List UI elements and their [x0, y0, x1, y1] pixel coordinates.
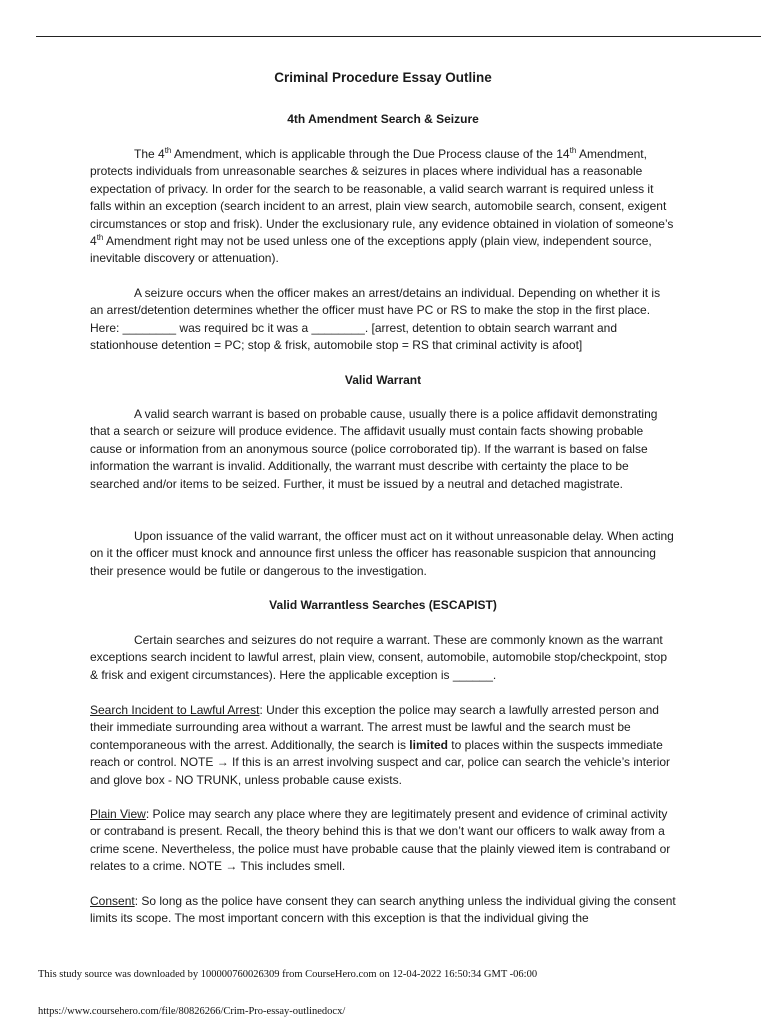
- section-heading-warrantless-searches: Valid Warrantless Searches (ESCAPIST): [269, 598, 497, 612]
- paragraph-warrant-exceptions: Certain searches and seizures do not require a warrant. These are commonly known as the warrant exceptions search incident to lawful arrest, plain view, consent, automobile, automobile stop/checkpoint, stop & frisk and exigent circumstances). Here the applicable exception is ______.: [90, 633, 667, 682]
- paragraph-fourth-amendment: The 4th Amendment, which is applicable through the Due Process clause of the 14th Amendment, protects individuals from unreasonable searches & seizures in places where individual has a reasonable expectation of privacy. In order for the search to be reasonable, a valid search warrant is required unless it falls within an exception (search incident to an arrest, plain view search, automobile search, consent, exigent circumstances or stop and frisk). Under the exclusionary rule, any evidence obtained in violation of someone’s 4th Amendment right may not be used unless one of the exceptions apply (plain view, independent source, inevitable discovery or attenuation).: [90, 146, 674, 266]
- paragraph-search-incident-to-arrest: Search Incident to Lawful Arrest: Under this exception the police may search a lawfully arrested person and their immediate surrounding area without a warrant. The arrest must be lawful and the search must be contemporaneous with the arrest. Additionally, the search is limited to places within the suspects immediate reach or control. NOTE → If this is an arrest involving suspect and car, police can search the vehicle’s interior and glove box - NO TRUNK, unless probable cause exists.: [90, 703, 671, 787]
- download-notice: This study source was downloaded by 100000760026309 from CourseHero.com on 12-04-2022 16:50:34 GMT -06:00: [38, 969, 538, 980]
- paragraph-plain-view: Plain View: Police may search any place where they are legitimately present and evidence of criminal activity or contraband is present. Recall, the theory behind this is that we don’t want our officers to walk away from a crime scene. Nevertheless, the police must have probable cause that the plainly viewed item is contraband or relates to a crime. NOTE → This includes smell.: [90, 807, 671, 874]
- section-heading-valid-warrant: Valid Warrant: [344, 373, 422, 387]
- term-consent: Consent: [90, 894, 135, 908]
- paragraph-consent: Consent: So long as the police have consent they can search anything unless the individual giving the consent limits its scope. The most important concern with this exception is that the individual giving the: [90, 894, 676, 926]
- document-title: Criminal Procedure Essay Outline: [274, 70, 492, 85]
- term-plain-view: Plain View: [90, 807, 146, 821]
- source-url[interactable]: https://www.coursehero.com/file/80826266/Crim-Pro-essay-outlinedocx/: [38, 1006, 346, 1017]
- paragraph-valid-warrant: A valid search warrant is based on probable cause, usually there is a police affidavit demonstrating that a search or seizure will produce evidence. The affidavit usually must contain facts showing probable cause or information from an anonymous source (police corroborated tip). If the warrant is based on false information the warrant is invalid. Additionally, the warrant must describe with certainty the place to be searched and/or items to be seized. Further, it must be issued by a neutral and detached magistrate.: [90, 407, 658, 491]
- paragraph-warrant-execution: Upon issuance of the valid warrant, the officer must act on it without unreasonable delay. When acting on it the officer must knock and announce first unless the officer has reasonable suspicion that announcing their presence would be futile or dangerous to the investigation.: [90, 529, 674, 578]
- section-heading-search-seizure: 4th Amendment Search & Seizure: [287, 112, 479, 126]
- top-rule: [36, 36, 761, 37]
- paragraph-seizure: A seizure occurs when the officer makes an arrest/detains an individual. Depending on whether it is an arrest/detention determines whether the officer must have PC or RS to make the stop in the first place. Here: ________ was required bc it was a ________. [arrest, detention to obtain search warrant and stationhouse detention = PC; stop & frisk, automobile stop = RS that criminal activity is afoot]: [90, 286, 661, 353]
- term-search-incident: Search Incident to Lawful Arrest: [90, 703, 260, 717]
